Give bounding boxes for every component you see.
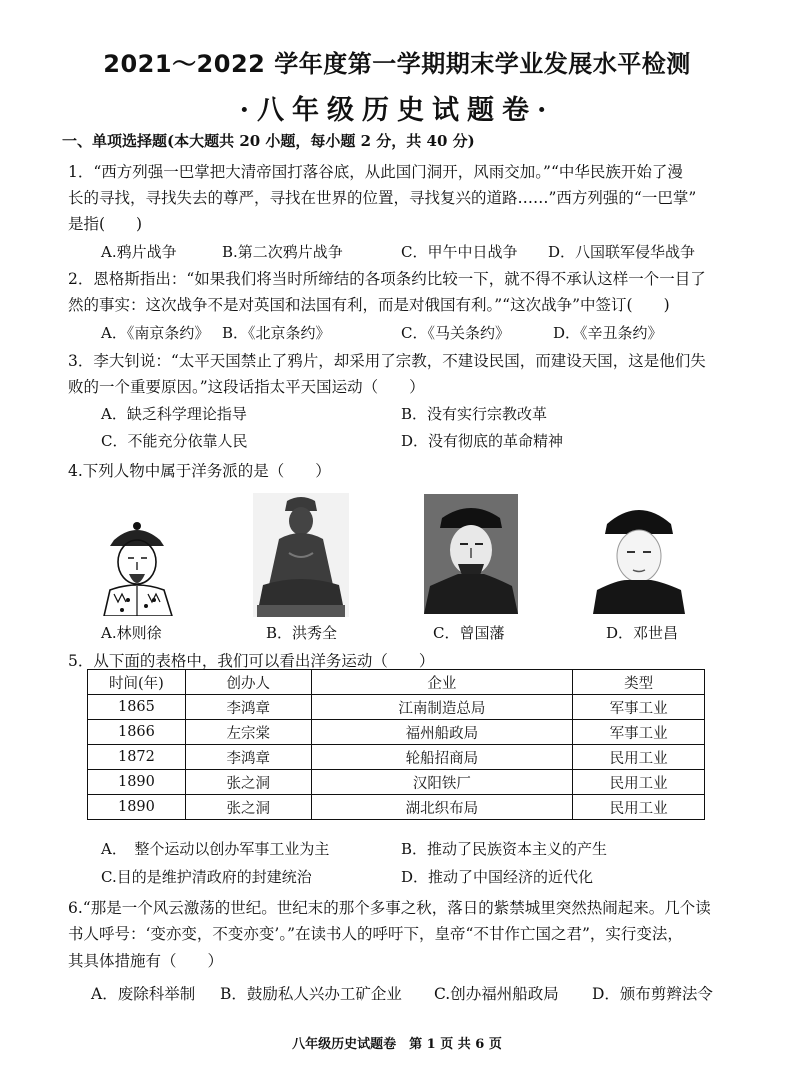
q2-line-1: 2．恩格斯指出：“如果我们将当时所缔结的各项条约比较一下，就不得不承认这样一个一目了 — [68, 270, 706, 288]
q4-option-a[interactable]: A.林则徐 — [101, 624, 162, 642]
q3-option-a[interactable]: A．缺乏科学理论指导 — [101, 405, 247, 423]
table-header-cell: 类型 — [573, 670, 705, 695]
deng-shichang-portrait — [593, 494, 685, 614]
q2-option-b[interactable]: B．《北京条约》 — [222, 324, 331, 342]
section-title: 一、单项选择题(本大题共 20 小题，每小题 2 分，共 40 分) — [62, 132, 475, 150]
hong-xiuquan-statue — [253, 493, 349, 617]
table-cell: 军事工业 — [573, 695, 705, 720]
q6-line-3: 其具体措施有（ ） — [68, 952, 224, 970]
table-header-cell: 企业 — [311, 670, 573, 695]
table-cell: 张之洞 — [185, 795, 311, 820]
q5-option-d[interactable]: D．推动了中国经济的近代化 — [401, 868, 594, 886]
table-cell: 福州船政局 — [311, 720, 573, 745]
q1-line-1: 1．“西方列强一巴掌把大清帝国打落谷底，从此国门洞开，风雨交加。”“中华民族开始了漫 — [68, 163, 683, 181]
table-cell: 1866 — [88, 720, 186, 745]
lin-zexu-portrait — [84, 510, 190, 616]
table-cell: 轮船招商局 — [311, 745, 573, 770]
q5-option-a[interactable]: A． 整个运动以创办军事工业为主 — [101, 840, 330, 858]
yangwu-enterprise-table — [87, 669, 705, 820]
table-header-row — [88, 670, 705, 695]
q6-option-c[interactable]: C.创办福州船政局 — [434, 985, 559, 1003]
q5-option-b[interactable]: B．推动了民族资本主义的产生 — [401, 840, 608, 858]
q3-option-b[interactable]: B．没有实行宗教改革 — [401, 405, 548, 423]
table-cell: 左宗棠 — [185, 720, 311, 745]
table-cell: 1890 — [88, 795, 186, 820]
zeng-guofan-portrait — [424, 494, 518, 614]
table-cell: 江南制造总局 — [311, 695, 573, 720]
q4-option-b[interactable]: B．洪秀全 — [266, 624, 338, 642]
q1-option-d[interactable]: D．八国联军侵华战争 — [548, 243, 696, 261]
table-header-cell: 时间(年) — [88, 670, 186, 695]
table-row — [88, 720, 705, 745]
q6-line-1: 6.“那是一个风云激荡的世纪。世纪末的那个多事之秋，落日的紫禁城里突然热闹起来。几个读 — [68, 899, 711, 917]
table-row — [88, 695, 705, 720]
q4-line-1: 4.下列人物中属于洋务派的是（ ） — [68, 462, 331, 480]
q4-option-d[interactable]: D．邓世昌 — [606, 624, 679, 642]
q5-line-1: 5．从下面的表格中，我们可以看出洋务运动（ ） — [68, 652, 435, 670]
q2-option-d[interactable]: D．《辛丑条约》 — [553, 324, 663, 342]
table-cell: 湖北织布局 — [311, 795, 573, 820]
q3-line-1: 3．李大钊说：“太平天国禁止了鸦片，却采用了宗教，不建设民国，而建设天国，这是他们失 — [68, 352, 706, 370]
q1-line-3: 是指( ) — [68, 215, 143, 233]
q3-line-2: 败的一个重要原因。”这段话指太平天国运动（ ） — [68, 378, 425, 396]
q4-option-c[interactable]: C．曾国藩 — [433, 624, 505, 642]
table-cell: 张之洞 — [185, 770, 311, 795]
exam-title: 2021～2022 学年度第一学期期末学业发展水平检测 — [103, 50, 691, 78]
q2-line-2: 然的事实：这次战争不是对英国和法国有利，而是对俄国有利。”“这次战争”中签订( ) — [68, 296, 670, 314]
q6-option-d[interactable]: D．颁布剪辫法令 — [592, 985, 713, 1003]
table-row — [88, 770, 705, 795]
q3-option-c[interactable]: C．不能充分依靠人民 — [101, 432, 248, 450]
q6-option-a[interactable]: A．废除科举制 — [91, 985, 196, 1003]
q1-option-b[interactable]: B.第二次鸦片战争 — [222, 243, 343, 261]
table-cell: 李鸿章 — [185, 745, 311, 770]
table-cell: 汉阳铁厂 — [311, 770, 573, 795]
table-row — [88, 745, 705, 770]
table-cell: 民用工业 — [573, 770, 705, 795]
q3-option-d[interactable]: D．没有彻底的革命精神 — [401, 432, 564, 450]
q2-option-a[interactable]: A．《南京条约》 — [101, 324, 210, 342]
q6-line-2: 书人呼号：‘变亦变，不变亦变’。”在读书人的呼吁下，皇帝“不甘作亡国之君”，实行变法， — [68, 925, 683, 943]
exam-subtitle: ·八年级历史试题卷· — [239, 95, 555, 126]
table-cell: 民用工业 — [573, 745, 705, 770]
table-header-cell: 创办人 — [185, 670, 311, 695]
table-cell: 军事工业 — [573, 720, 705, 745]
q1-option-c[interactable]: C．甲午中日战争 — [401, 243, 518, 261]
table-cell: 民用工业 — [573, 795, 705, 820]
table-cell: 1865 — [88, 695, 186, 720]
page-footer: 八年级历史试题卷 第 1 页 共 6 页 — [292, 1037, 502, 1052]
q5-option-c[interactable]: C.目的是维护清政府的封建统治 — [101, 868, 312, 886]
q2-option-c[interactable]: C．《马关条约》 — [401, 324, 510, 342]
q6-option-b[interactable]: B．鼓励私人兴办工矿企业 — [220, 985, 402, 1003]
table-cell: 1890 — [88, 770, 186, 795]
q1-line-2: 长的寻找，寻找失去的尊严，寻找在世界的位置，寻找复兴的道路……”西方列强的“一巴掌” — [68, 189, 697, 207]
table-cell: 李鸿章 — [185, 695, 311, 720]
table-cell: 1872 — [88, 745, 186, 770]
table-row — [88, 795, 705, 820]
q1-option-a[interactable]: A.鸦片战争 — [101, 243, 177, 261]
